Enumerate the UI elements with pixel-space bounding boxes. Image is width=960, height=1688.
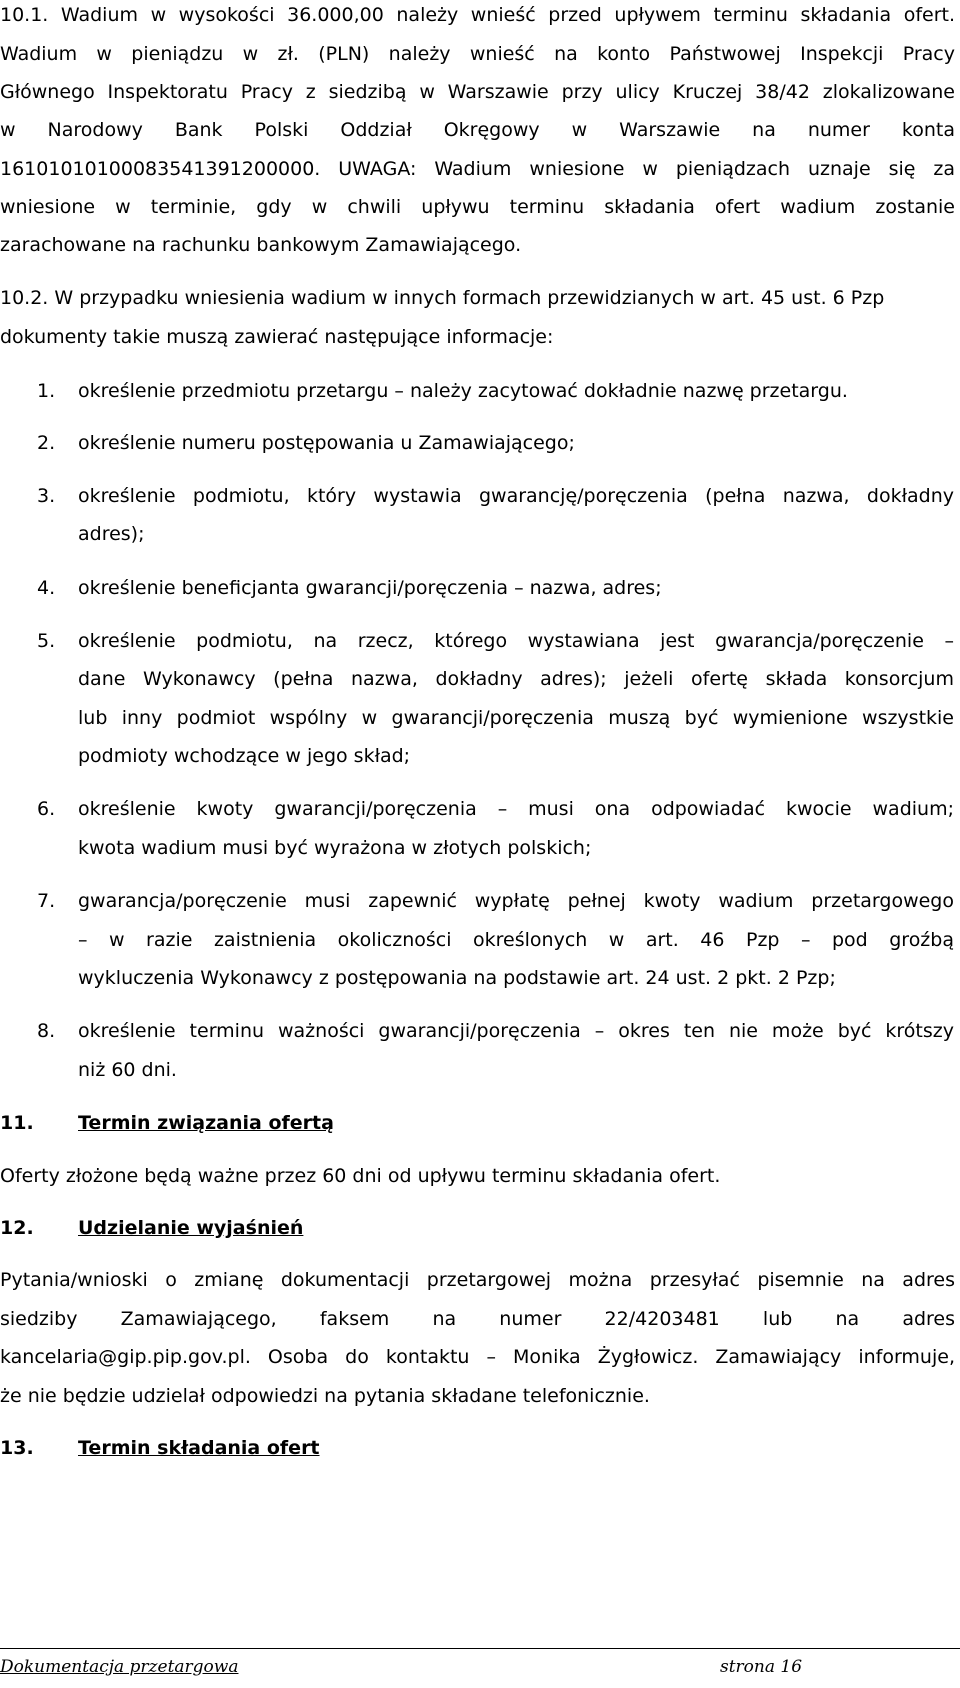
footer-document-title: Dokumentacja przetargowa	[0, 1657, 239, 1677]
list-item-text: dane Wykonawcy (pełna nazwa, dokładny adres); jeżeli ofertę składa konsorcjum	[78, 668, 954, 690]
section-title: Termin związania ofertą	[78, 1112, 334, 1134]
footer-divider	[0, 1648, 960, 1649]
list-item-number: 6.	[37, 798, 56, 820]
list-item-number: 4.	[37, 577, 56, 599]
paragraph-line: 10.2. W przypadku wniesienia wadium w innych formach przewidzianych w art. 45 ust. 6 Pzp	[0, 287, 885, 309]
list-item-text: lub inny podmiot wspólny w gwarancji/poręczenia muszą być wymienione wszystkie	[78, 707, 954, 729]
list-item-text: podmioty wchodzące w jego skład;	[78, 745, 411, 767]
list-item-number: 8.	[37, 1020, 56, 1042]
list-item-text: określenie podmiotu, na rzecz, którego wystawiana jest gwarancja/poręczenie –	[78, 630, 954, 652]
paragraph-line: w Narodowy Bank Polski Oddział Okręgowy w Warszawie na numer konta	[0, 119, 955, 141]
list-item-text: niż 60 dni.	[78, 1059, 177, 1081]
list-item-text: określenie podmiotu, który wystawia gwarancję/poręczenia (pełna nazwa, dokładny	[78, 485, 954, 507]
section-number: 11.	[0, 1112, 34, 1134]
paragraph-line: Pytania/wnioski o zmianę dokumentacji przetargowej można przesyłać pisemnie na adres	[0, 1269, 955, 1291]
paragraph-line: Wadium w pieniądzu w zł. (PLN) należy wnieść na konto Państwowej Inspekcji Pracy	[0, 43, 955, 65]
list-item-number: 5.	[37, 630, 56, 652]
section-title: Udzielanie wyjaśnień	[78, 1217, 304, 1239]
list-item-text: wykluczenia Wykonawcy z postępowania na podstawie art. 24 ust. 2 pkt. 2 Pzp;	[78, 967, 836, 989]
list-item-text: określenie kwoty gwarancji/poręczenia – musi ona odpowiadać kwocie wadium;	[78, 798, 954, 820]
list-item-text: kwota wadium musi być wyrażona w złotych polskich;	[78, 837, 592, 859]
list-item-number: 1.	[37, 380, 56, 402]
list-item-number: 2.	[37, 432, 56, 454]
paragraph-line: 16101010100083541391200000. UWAGA: Wadium wniesione w pieniądzach uznaje się za	[0, 158, 955, 180]
section-number: 13.	[0, 1437, 34, 1459]
section-title: Termin składania ofert	[78, 1437, 320, 1459]
paragraph-line: 10.1. Wadium w wysokości 36.000,00 należy wnieść przed upływem terminu składania ofert.	[0, 4, 955, 26]
list-item-number: 3.	[37, 485, 56, 507]
paragraph-line: kancelaria@gip.pip.gov.pl. Osoba do kontaktu – Monika Żygłowicz. Zamawiający informuje,	[0, 1346, 955, 1368]
paragraph-line: siedziby Zamawiającego, faksem na numer 22/4203481 lub na adres	[0, 1308, 955, 1330]
paragraph-line: dokumenty takie muszą zawierać następujące informacje:	[0, 326, 554, 348]
footer-page-number: strona 16	[720, 1657, 803, 1677]
list-item-text: określenie terminu ważności gwarancji/poręczenia – okres ten nie może być krótszy	[78, 1020, 954, 1042]
paragraph-line: Głównego Inspektoratu Pracy z siedzibą w Warszawie przy ulicy Kruczej 38/42 zlokalizowane	[0, 81, 955, 103]
list-item-text: określenie przedmiotu przetargu – należy zacytować dokładnie nazwę przetargu.	[78, 380, 848, 402]
paragraph-line: wniesione w terminie, gdy w chwili upływu terminu składania ofert wadium zostanie	[0, 196, 955, 218]
list-item-number: 7.	[37, 890, 56, 912]
paragraph-line: Oferty złożone będą ważne przez 60 dni od upływu terminu składania ofert.	[0, 1165, 721, 1187]
paragraph-line: że nie będzie udzielał odpowiedzi na pytania składane telefonicznie.	[0, 1385, 650, 1407]
section-number: 12.	[0, 1217, 34, 1239]
paragraph-line: zarachowane na rachunku bankowym Zamawiającego.	[0, 234, 522, 256]
list-item-text: określenie numeru postępowania u Zamawiającego;	[78, 432, 575, 454]
list-item-text: gwarancja/poręczenie musi zapewnić wypłatę pełnej kwoty wadium przetargowego	[78, 890, 954, 912]
list-item-text: adres);	[78, 523, 145, 545]
list-item-text: – w razie zaistnienia okoliczności określonych w art. 46 Pzp – pod groźbą	[78, 929, 954, 951]
list-item-text: określenie beneficjanta gwarancji/poręczenia – nazwa, adres;	[78, 577, 662, 599]
